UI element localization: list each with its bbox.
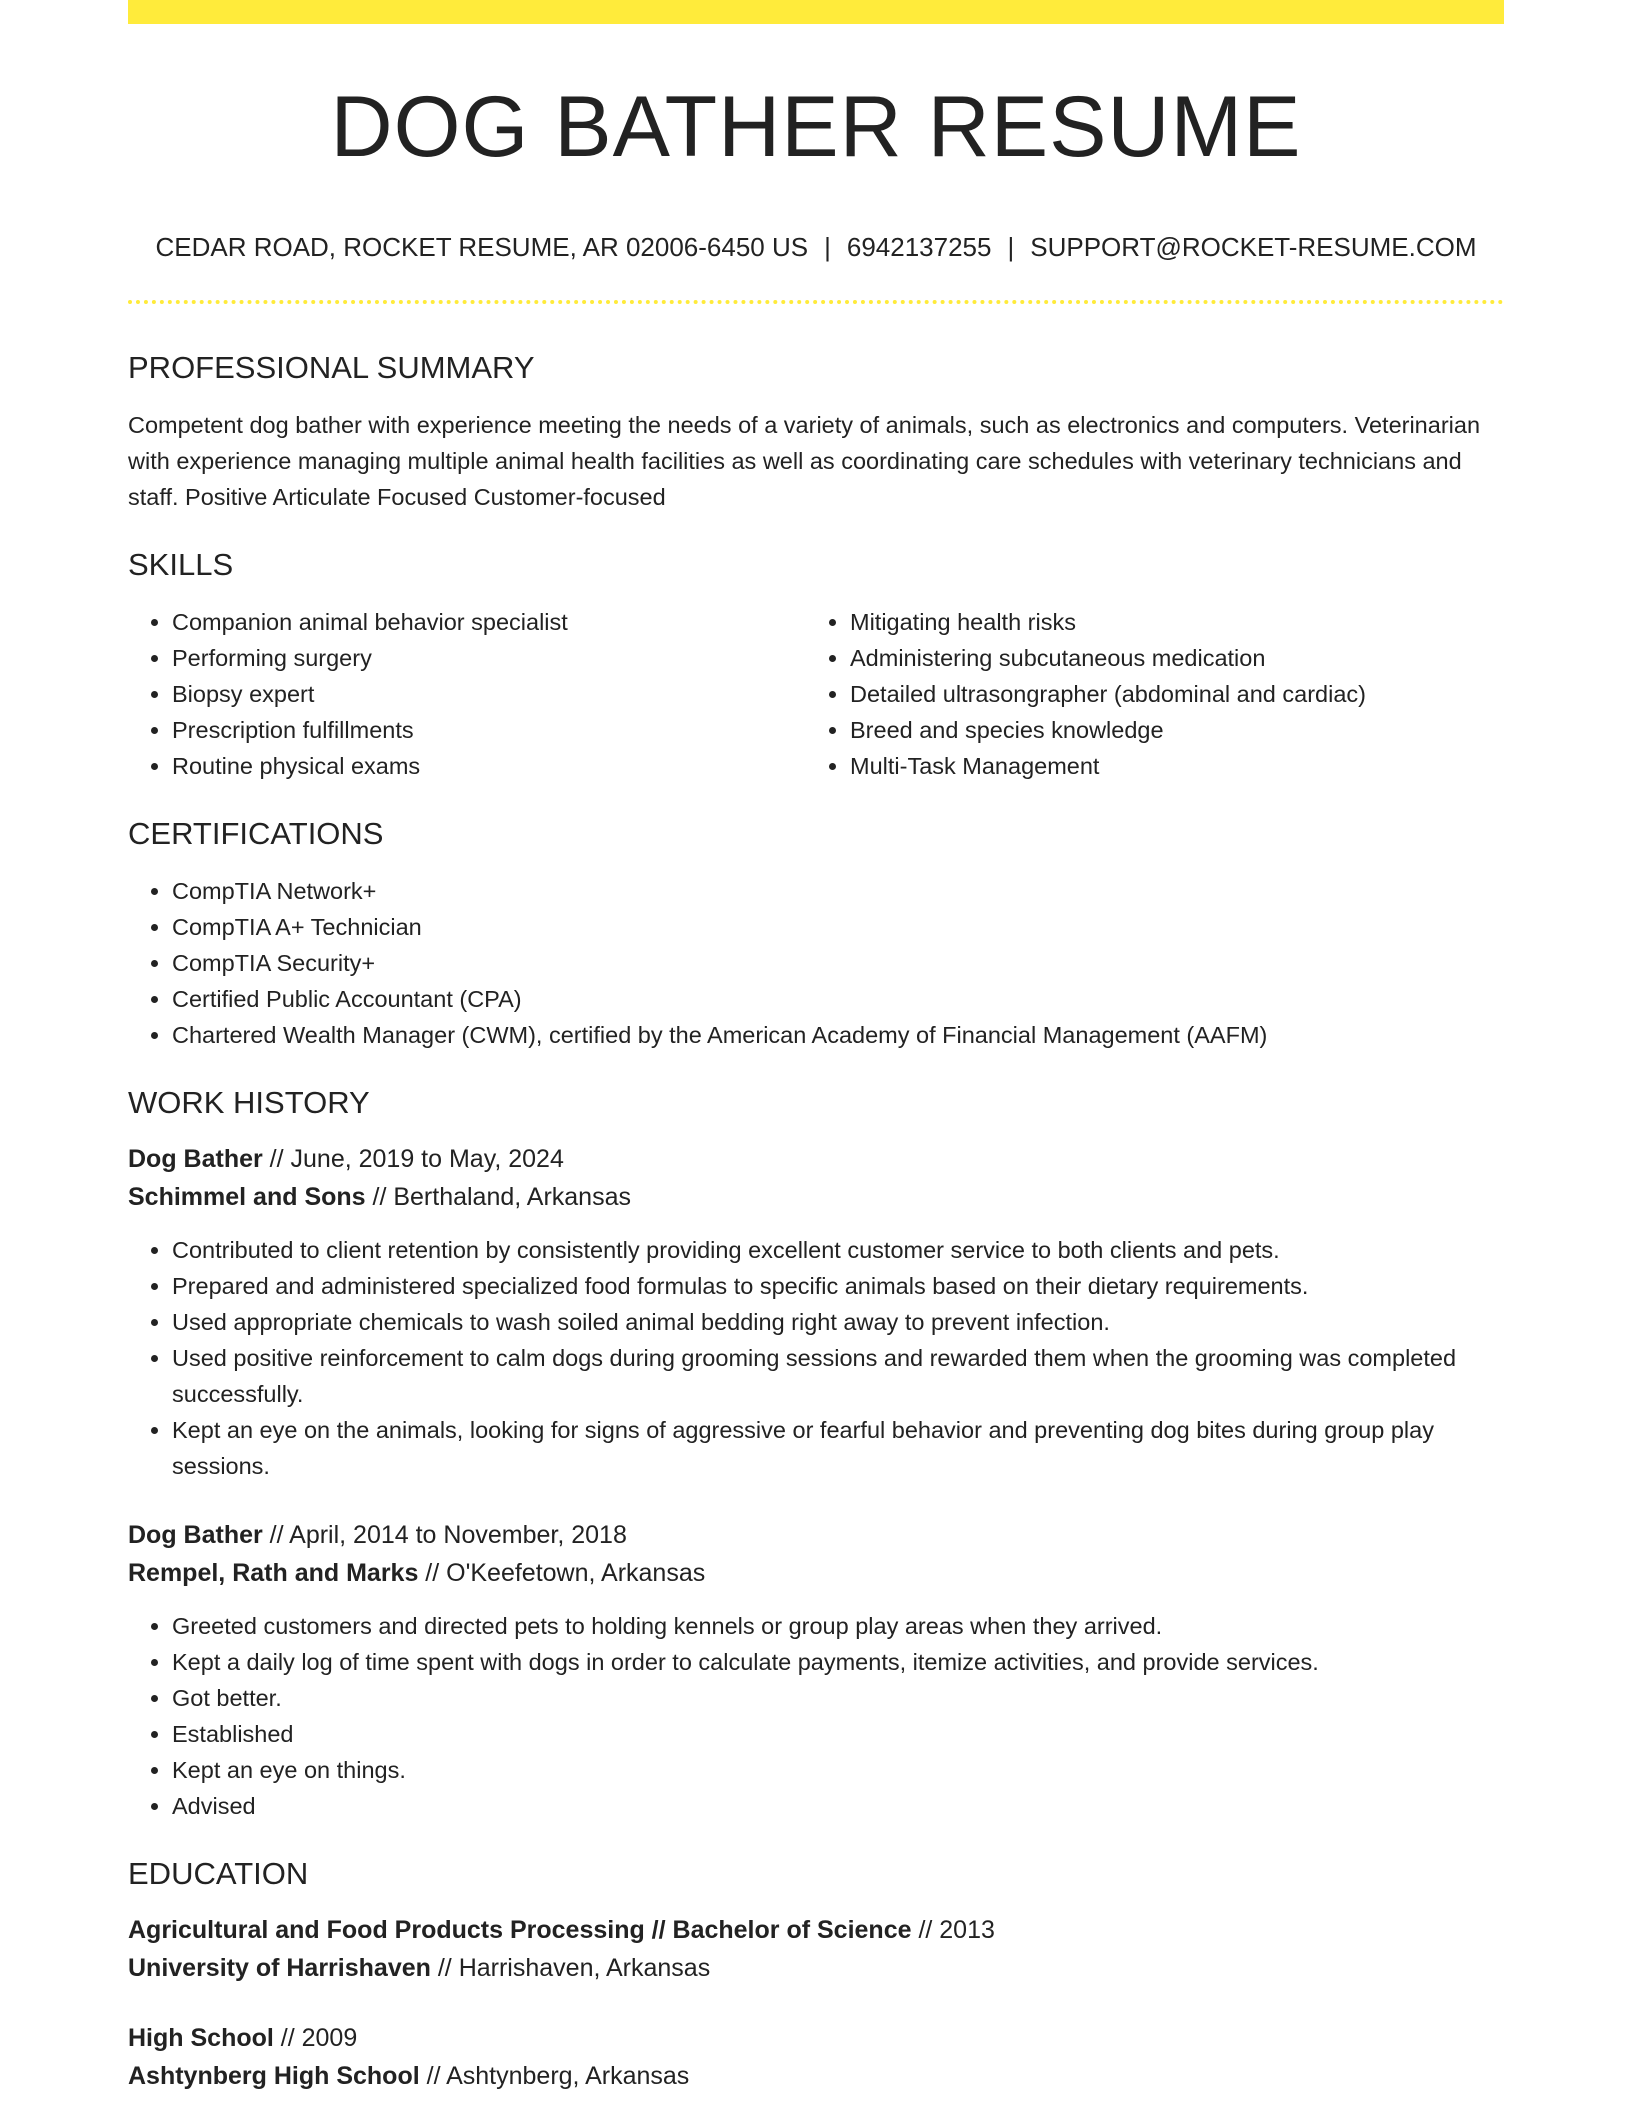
job-duty: • Prepared and administered specialized food formulas to specific animals based on their dietary requirements.	[172, 1268, 1504, 1304]
job-role: Dog Bather	[128, 1145, 263, 1173]
skills-columns	[128, 604, 1504, 784]
job-company-line	[128, 1554, 1504, 1592]
skill-item: • Mitigating health risks	[850, 604, 1484, 640]
skill-item: • Prescription fulfillments	[172, 712, 806, 748]
job-location: // O'Keefetown, Arkansas	[418, 1559, 706, 1587]
skills-heading: SKILLS	[128, 547, 234, 582]
education-location: // Harrishaven, Arkansas	[430, 1954, 711, 1982]
top-accent-bar	[128, 0, 1504, 24]
job-duty: • Got better.	[172, 1680, 1504, 1716]
education-entry	[128, 2019, 1504, 2095]
job-company: Rempel, Rath and Marks	[128, 1559, 419, 1587]
education-degree-line	[128, 2019, 1504, 2057]
skill-item: • Biopsy expert	[172, 676, 806, 712]
certification-item: • CompTIA A+ Technician	[172, 909, 1504, 945]
education-degree: High School	[128, 2024, 274, 2052]
certifications-heading: CERTIFICATIONS	[128, 816, 384, 851]
certification-item: • CompTIA Network+	[172, 873, 1504, 909]
education-school: University of Harrishaven	[128, 1954, 431, 1982]
job-duty: • Used appropriate chemicals to wash soiled animal bedding right away to prevent infection.	[172, 1304, 1504, 1340]
certification-item: • Certified Public Accountant (CPA)	[172, 981, 1504, 1017]
job-title-line	[128, 1516, 1504, 1554]
education-school-line	[128, 1949, 1504, 1987]
job-duty: • Kept an eye on things.	[172, 1752, 1504, 1788]
skill-item: • Companion animal behavior specialist	[172, 604, 806, 640]
skill-item: • Breed and species knowledge	[850, 712, 1484, 748]
resume-title: DOG BATHER RESUME	[330, 79, 1302, 175]
skill-item: • Multi-Task Management	[850, 748, 1484, 784]
work-history-heading: WORK HISTORY	[128, 1085, 370, 1120]
job-duty: • Used positive reinforcement to calm dogs during grooming sessions and rewarded them when the grooming was completed successfully.	[172, 1340, 1504, 1412]
job-role: Dog Bather	[128, 1521, 263, 1549]
job-duty: • Contributed to client retention by consistently providing excellent customer service to both clients and pets.	[172, 1232, 1504, 1268]
job-duty: • Kept an eye on the animals, looking for signs of aggressive or fearful behavior and preventing dog bites during group play sessions.	[172, 1412, 1504, 1484]
job-company: Schimmel and Sons	[128, 1183, 366, 1211]
skills-right-column	[806, 604, 1484, 784]
job-duties-list	[128, 1608, 1504, 1824]
job-dates: // June, 2019 to May, 2024	[262, 1145, 564, 1173]
dotted-divider	[128, 300, 1504, 304]
education-degree: Agricultural and Food Products Processing // Bachelor of Science	[128, 1916, 912, 1944]
job-location: // Berthaland, Arkansas	[365, 1183, 631, 1211]
job-duty: • Kept a daily log of time spent with dogs in order to calculate payments, itemize activities, and provide services.	[172, 1644, 1504, 1680]
skill-item: • Administering subcutaneous medication	[850, 640, 1484, 676]
education-location: // Ashtynberg, Arkansas	[419, 2062, 690, 2090]
education-year: // 2009	[273, 2024, 358, 2052]
summary-heading: PROFESSIONAL SUMMARY	[128, 350, 535, 385]
education-heading: EDUCATION	[128, 1856, 309, 1891]
skill-item: • Routine physical exams	[172, 748, 806, 784]
certifications-list	[128, 873, 1504, 1053]
skill-item: • Detailed ultrasongrapher (abdominal and cardiac)	[850, 676, 1484, 712]
education-school: Ashtynberg High School	[128, 2062, 420, 2090]
skill-item: • Performing surgery	[172, 640, 806, 676]
resume-page	[128, 0, 1504, 2095]
certification-item: • CompTIA Security+	[172, 945, 1504, 981]
job-title-line	[128, 1140, 1504, 1178]
job-duties-list	[128, 1232, 1504, 1484]
contact-address: CEDAR ROAD, ROCKET RESUME, AR 02006-6450 US	[155, 232, 809, 262]
education-year: // 2013	[911, 1916, 995, 1944]
certification-item: • Chartered Wealth Manager (CWM), certified by the American Academy of Financial Management (AAFM)	[172, 1017, 1504, 1053]
job-dates: // April, 2014 to November, 2018	[262, 1521, 627, 1549]
education-entry	[128, 1911, 1504, 1987]
job-entry	[128, 1140, 1504, 1484]
contact-phone: 6942137255	[846, 232, 992, 262]
job-duty: • Greeted customers and directed pets to holding kennels or group play areas when they arrived.	[172, 1608, 1504, 1644]
job-duty: • Established	[172, 1716, 1504, 1752]
contact-line	[128, 234, 1504, 260]
job-company-line	[128, 1178, 1504, 1216]
summary-text: Competent dog bather with experience meeting the needs of a variety of animals, such as electronics and computers. Veterinarian with experience managing multiple animal health facilities as well as coordinating care schedules with veterinary technicians and staff. Positive Articulate Focused Customer-focused	[128, 412, 1481, 510]
education-degree-line	[128, 1911, 1504, 1949]
job-entry	[128, 1516, 1504, 1824]
skills-list-right	[806, 604, 1484, 784]
contact-email: SUPPORT@ROCKET-RESUME.COM	[1030, 232, 1477, 262]
contact-separator: |	[1007, 232, 1015, 262]
job-duty: • Advised	[172, 1788, 1504, 1824]
skills-left-column	[128, 604, 806, 784]
skills-list-left	[128, 604, 806, 784]
contact-separator: |	[824, 232, 831, 262]
education-school-line	[128, 2057, 1504, 2095]
